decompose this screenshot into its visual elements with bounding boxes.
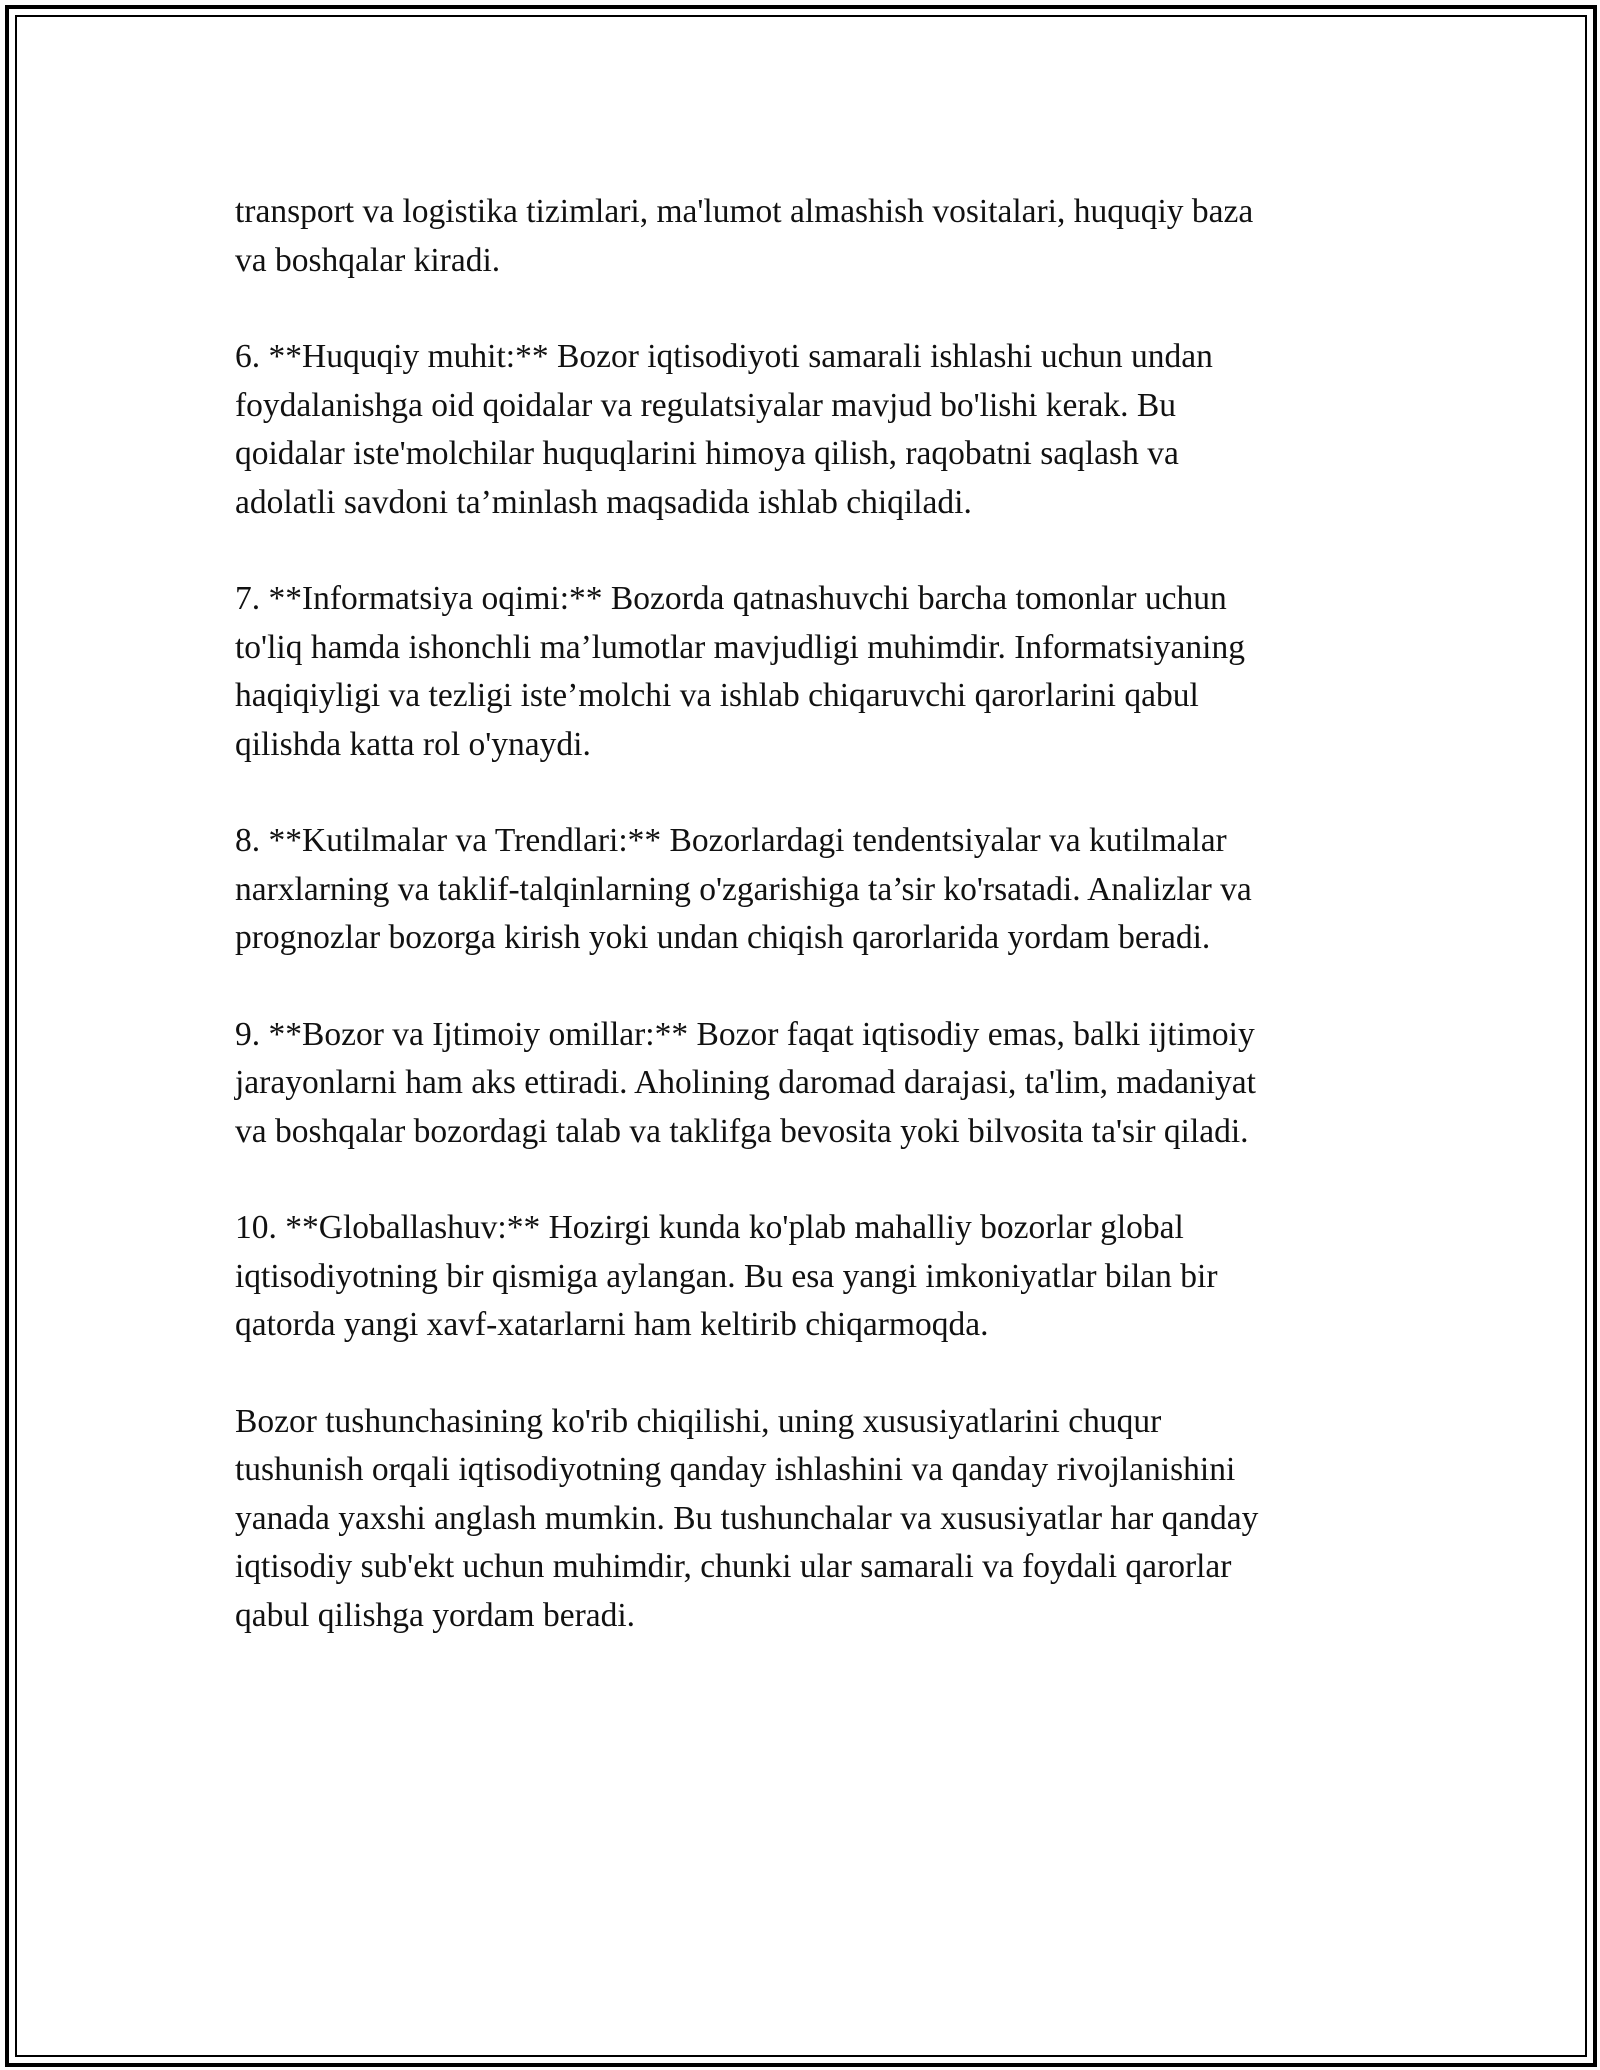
text-line: va boshqalar bozordagi talab va taklifga bevosita yoki bilvosita ta'sir qiladi.: [235, 1112, 1249, 1150]
text-line: qoidalar iste'molchilar huquqlarini himoya qilish, raqobatni saqlash va: [235, 435, 1179, 472]
text-line: to'liq hamda ishonchli ma’lumotlar mavjudligi muhimdir. Informatsiyaning: [235, 628, 1245, 666]
text-line: transport va logistika tizimlari, ma'lumot almashish vositalari, huquqiy baza: [235, 193, 1254, 230]
paragraph-item-6: [235, 333, 1365, 527]
text-line: haqiqiyligi va tezligi iste’molchi va ishlab chiqaruvchi qarorlarini qabul: [235, 677, 1199, 714]
text-line: va boshqalar kiradi.: [235, 241, 501, 279]
text-line: adolatli savdoni ta’minlash maqsadida ishlab chiqiladi.: [235, 483, 972, 521]
text-line: jarayonlarni ham aks ettiradi. Aholining daromad darajasi, ta'lim, madaniyat: [235, 1064, 1256, 1101]
text-line: prognozlar bozorga kirish yoki undan chiqish qarorlarida yordam beradi.: [235, 919, 1211, 956]
text-line: 9. **Bozor va Ijtimoiy omillar:** Bozor faqat iqtisodiy emas, balki ijtimoiy: [235, 1015, 1255, 1053]
paragraph-item-10: [235, 1204, 1365, 1350]
paragraph-item-7: [235, 575, 1365, 769]
text-line: qatorda yangi xavf-xatarlarni ham keltirib chiqarmoqda.: [235, 1306, 989, 1343]
text-line: 8. **Kutilmalar va Trendlari:** Bozorlardagi tendentsiyalar va kutilmalar: [235, 822, 1227, 859]
text-line: foydalanishga oid qoidalar va regulatsiyalar mavjud bo'lishi kerak. Bu: [235, 386, 1176, 424]
paragraph-conclusion: [235, 1398, 1365, 1641]
text-line: narxlarning va taklif-talqinlarning o'zgarishiga ta’sir ko'rsatadi. Analizlar va: [235, 870, 1252, 908]
text-line: qabul qilishga yordam beradi.: [235, 1596, 636, 1634]
text-line: tushunish orqali iqtisodiyotning qanday ishlashini va qanday rivojlanishini: [235, 1451, 1236, 1488]
text-line: Bozor tushunchasining ko'rib chiqilishi, uning xususiyatlarini chuqur: [235, 1402, 1162, 1440]
text-line: 6. **Huquqiy muhit:** Bozor iqtisodiyoti samarali ishlashi uchun undan: [235, 338, 1213, 375]
text-line: iqtisodiy sub'ekt uchun muhimdir, chunki ular samarali va foydali qarorlar: [235, 1548, 1232, 1585]
text-line: iqtisodiyotning bir qismiga aylangan. Bu esa yangi imkoniyatlar bilan bir: [235, 1257, 1218, 1295]
paragraph-item-9: [235, 1011, 1365, 1157]
text-line: 7. **Informatsiya oqimi:** Bozorda qatnashuvchi barcha tomonlar uchun: [235, 580, 1227, 617]
document-body: [235, 188, 1365, 1688]
text-line: qilishda katta rol o'ynaydi.: [235, 725, 591, 763]
text-line: 10. **Globallashuv:** Hozirgi kunda ko'plab mahalliy bozorlar global: [235, 1209, 1184, 1246]
paragraph-continuation: [235, 188, 1365, 285]
paragraph-item-8: [235, 817, 1365, 963]
text-line: yanada yaxshi anglash mumkin. Bu tushunchalar va xususiyatlar har qanday: [235, 1499, 1259, 1537]
